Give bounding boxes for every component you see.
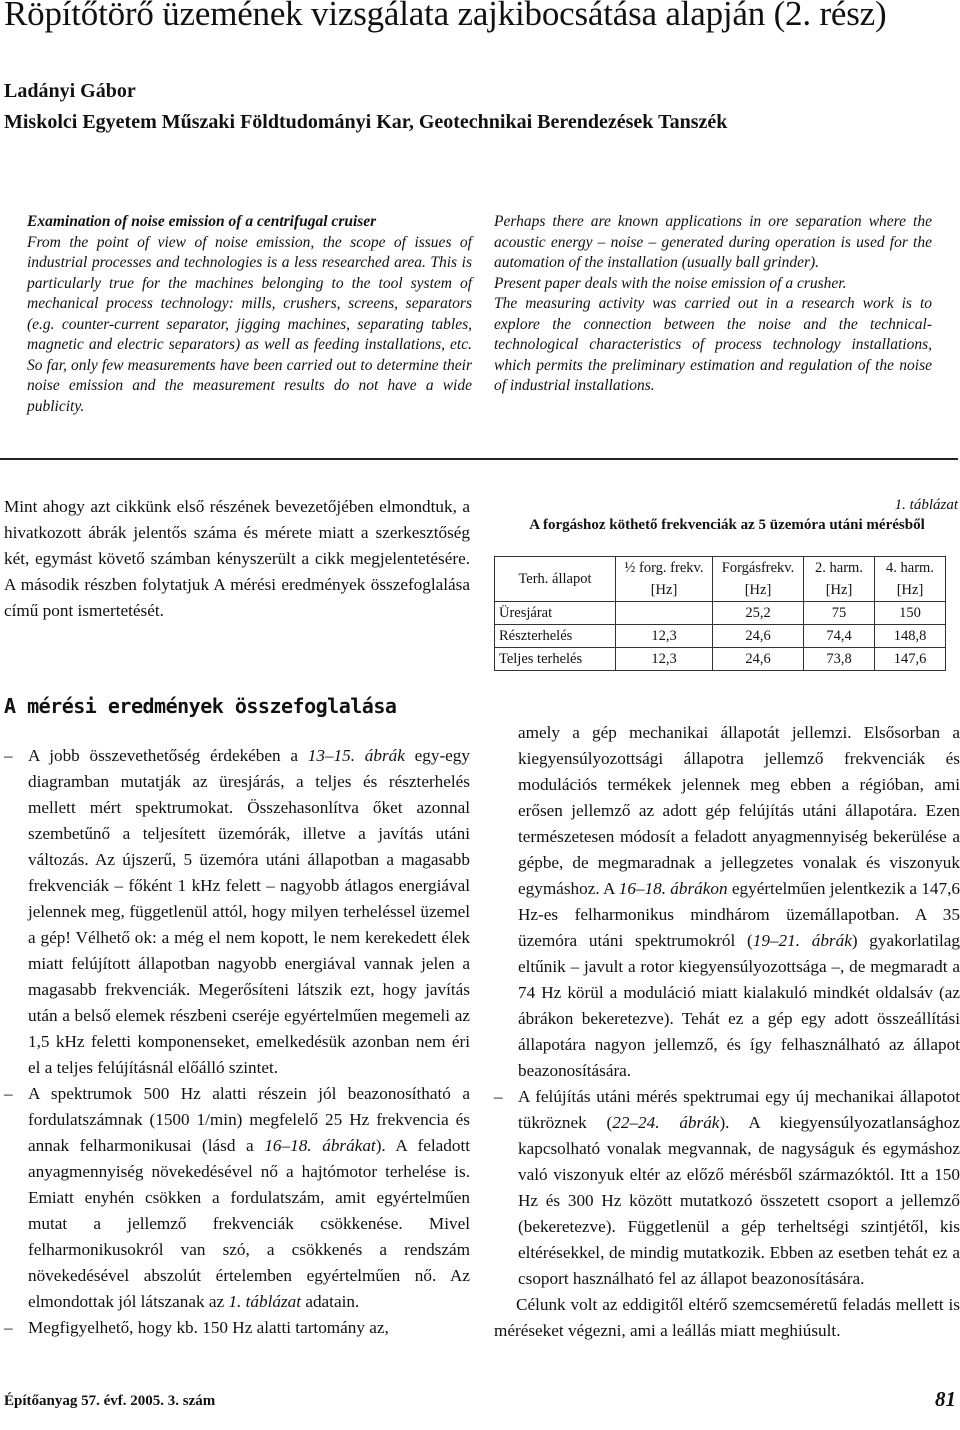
table-header-cell: 2. harm. xyxy=(804,557,875,580)
table-row xyxy=(495,648,946,671)
figure-reference: 13–15. ábrák xyxy=(307,746,405,765)
abstract-paragraph: Present paper deals with the noise emission of a crusher. xyxy=(494,274,847,292)
table-cell: 25,2 xyxy=(713,602,804,625)
dash-bullet: – xyxy=(494,1087,503,1106)
table-cell: 75 xyxy=(804,602,875,625)
table-reference: 1. táblázat xyxy=(228,1292,302,1311)
table-unit-cell: [Hz] xyxy=(616,579,713,602)
closing-paragraph: Célunk volt az eddigitől eltérő szemcseméretű feladás mellett is méréseket végezni, ami a leállás miatt meghiúsult. xyxy=(494,1295,960,1340)
figure-reference: 22–24. ábrák xyxy=(612,1113,720,1132)
table-cell: 150 xyxy=(875,602,946,625)
right-body-column xyxy=(494,720,960,1344)
abstract-title: Examination of noise emission of a centrifugal cruiser xyxy=(27,213,377,230)
abstract-paragraph: The measuring activity was carried out in a research work is to explore the connection between the noise and the technical-technological characteristics of process technology installations, which permits the preliminary estimation and regulation of the noise of industrial installations. xyxy=(494,295,932,394)
table-cell: Teljes terhelés xyxy=(495,648,616,671)
list-item: – Megfigyelhető, hogy kb. 150 Hz alatti tartomány az, xyxy=(4,1315,470,1341)
author-block xyxy=(4,76,727,138)
table-cell: Üresjárat xyxy=(495,602,616,625)
figure-reference: 16–18. ábrákon xyxy=(618,879,728,898)
table-row xyxy=(495,602,946,625)
table-cell: 24,6 xyxy=(713,625,804,648)
author-name: Ladányi Gábor xyxy=(4,80,136,102)
dash-bullet: – xyxy=(4,1318,13,1337)
abstract-right-column xyxy=(494,212,932,397)
table-header-cell: 4. harm. xyxy=(875,557,946,580)
table-header-cell: Terh. állapot xyxy=(495,557,616,602)
figure-reference: 16–18. ábrákat xyxy=(264,1136,376,1155)
abstract-paragraph: Perhaps there are known applications in ore separation where the acoustic energy – noise – generated during operation is used for the automation of the installation (usually ball grinder). xyxy=(494,213,932,271)
page-number: 81 xyxy=(935,1387,956,1411)
intro-paragraph: Mint ahogy azt cikkünk első részének bevezetőjében elmondtuk, a hivatkozott ábrák jelentős száma és mérete miatt a szerkesztőség két, egymást követő számban kényszerült a cikk megjelentetésére. A második részben folytatjuk A mérési eredmények összefoglalása című pont ismertetését. xyxy=(4,497,470,620)
table-cell: 74,4 xyxy=(804,625,875,648)
frequency-table xyxy=(494,556,946,671)
list-item: – A spektrumok 500 Hz alatti részein jól beazonosítható a fordulatszámnak (1500 1/min) megfelelő 25 Hz frekvencia és annak felharmonikusai (lásd a 16–18. ábrákat). A feladott anyagmennyiség növekedésével nő a hajtómotor terhelése is. Emiatt enyhén csökken a fordulatszám, amit egyértelműen mutat a jellemző frekvenciák csökkenése. Mivel felharmonikusokról van szó, a csökkenés a rendszám növekedésével abszolút értelemben egyértelműen nő. Az elmondottak jól látszanak az 1. táblázat adatain. xyxy=(4,1081,470,1315)
table-header-cell: Forgásfrekv. xyxy=(713,557,804,580)
table-cell: 148,8 xyxy=(875,625,946,648)
abstract-left-column xyxy=(27,212,472,417)
table-cell: 73,8 xyxy=(804,648,875,671)
table-cell: 12,3 xyxy=(616,648,713,671)
table-header-cell: ½ forg. frekv. xyxy=(616,557,713,580)
table-cell xyxy=(616,602,713,625)
list-item: – A jobb összevethetőség érdekében a 13–15. ábrák egy-egy diagramban mutatják az üresjárás, a teljes és részterhelés mellett mért spektrumokat. Összehasonlítva őket azonnal szembetűnő a teljesített üzemórák, illetve a javítás utáni változás. Az újszerű, 5 üzemóra utáni állapotban a magasabb frekvenciák – főként 1 kHz felett – nagyobb átlagos energiával jelennek meg, függetlenül attól, hogy milyen terheléssel üzemel a gép! Vélhető ok: a még el nem kopott, le nem kerekedett élek miatt felújított állapotban nagyobb energiával vannak jelen a magasabb frekvenciák. Megerősíteni látszik ezt, hogy javítás után a belső elemek részbeni cseréje egyértelműen megemeli az 1,5 kHz feletti komponenseket, emelkedésük azonban nem éri el a teljes felújításnál előálló szintet. xyxy=(4,743,470,1081)
figure-reference: 19–21. ábrák xyxy=(752,931,852,950)
abstract-text: From the point of view of noise emission, the scope of issues of industrial processes and technologies is a less researched area. This is particularly true for the machines belonging to the tool system of mechanical process technology: mills, crushers, screens, separators (e.g. counter-current separator, jigging machines, separating tables, magnetic and electric separators) as well as feeding installations, etc. So far, only few measurements have been carried out to determine their noise emission and the measurement results do not have a wide publicity. xyxy=(27,233,472,415)
table-unit-cell: [Hz] xyxy=(804,579,875,602)
section-title: A mérési eredmények összefoglalása xyxy=(4,694,397,718)
dash-bullet: – xyxy=(4,746,13,765)
table-unit-cell: [Hz] xyxy=(875,579,946,602)
article-title: Röpítőtörő üzemének vizsgálata zajkibocsátása alapján (2. rész) xyxy=(4,0,887,33)
table-header-row xyxy=(495,557,946,580)
dash-bullet: – xyxy=(4,1084,13,1103)
journal-footer: Építőanyag 57. évf. 2005. 3. szám xyxy=(4,1393,216,1409)
table-unit-cell: [Hz] xyxy=(713,579,804,602)
table-caption: A forgáshoz köthető frekvenciák az 5 üzemóra utáni mérésből xyxy=(529,517,925,533)
table-row xyxy=(495,625,946,648)
left-body-column xyxy=(4,743,470,1341)
table-cell: 147,6 xyxy=(875,648,946,671)
list-item: – A felújítás utáni mérés spektrumai egy új mechanikai állapotot tükröznek (22–24. ábrák). A kiegyensúlyozatlansághoz kapcsolható vonalak megvannak, de nagyságuk és egymáshoz való viszonyuk eltér az előző mérésből származóktól. Itt a 150 Hz és 300 Hz között mutatkozó összetett csoport a jellemző (bekeretezve). Függetlenül a gép terheltségi szintjétől, kis eltérésekkel, de mindig mutatkozik. Ebben az esetben tehát ez a csoport használható fel az állapot beazonosítására. xyxy=(494,1084,960,1292)
table-cell: Részterhelés xyxy=(495,625,616,648)
table-cell: 12,3 xyxy=(616,625,713,648)
list-item-continuation: amely a gép mechanikai állapotát jellemzi. Elsősorban a kiegyensúlyozottsági állapotra jellemző frekvenciák és modulációs termékek jelennek meg ebben a régióban, ami erősen jellemző az adott gép felújítás utáni állapotára. Ezen természetesen módosít a feladott anyagmennyiség bekerülése a gépbe, de megmaradnak a jellegzetes vonalak és viszonyuk egymáshoz. A 16–18. ábrákon egyértelműen jelentkezik a 147,6 Hz-es felharmonikus mindhárom üzemállapotban. A 35 üzemóra utáni spektrumokról (19–21. ábrák) gyakorlatilag eltűnik – javult a rotor kiegyensúlyozottsága –, de megmaradt a 74 Hz körül a moduláció miatt kialakuló mindkét oldalsáv (az ábrákon bekeretezve). Tehát ez a gép egy adott összeállítási állapotára nagyon jellemző, és így felhasználható az állapot beazonosítására. xyxy=(518,723,960,1080)
table-number: 1. táblázat xyxy=(894,497,958,513)
author-affiliation: Miskolci Egyetem Műszaki Földtudományi Kar, Geotechnikai Berendezések Tanszék xyxy=(4,111,728,133)
table-cell: 24,6 xyxy=(713,648,804,671)
